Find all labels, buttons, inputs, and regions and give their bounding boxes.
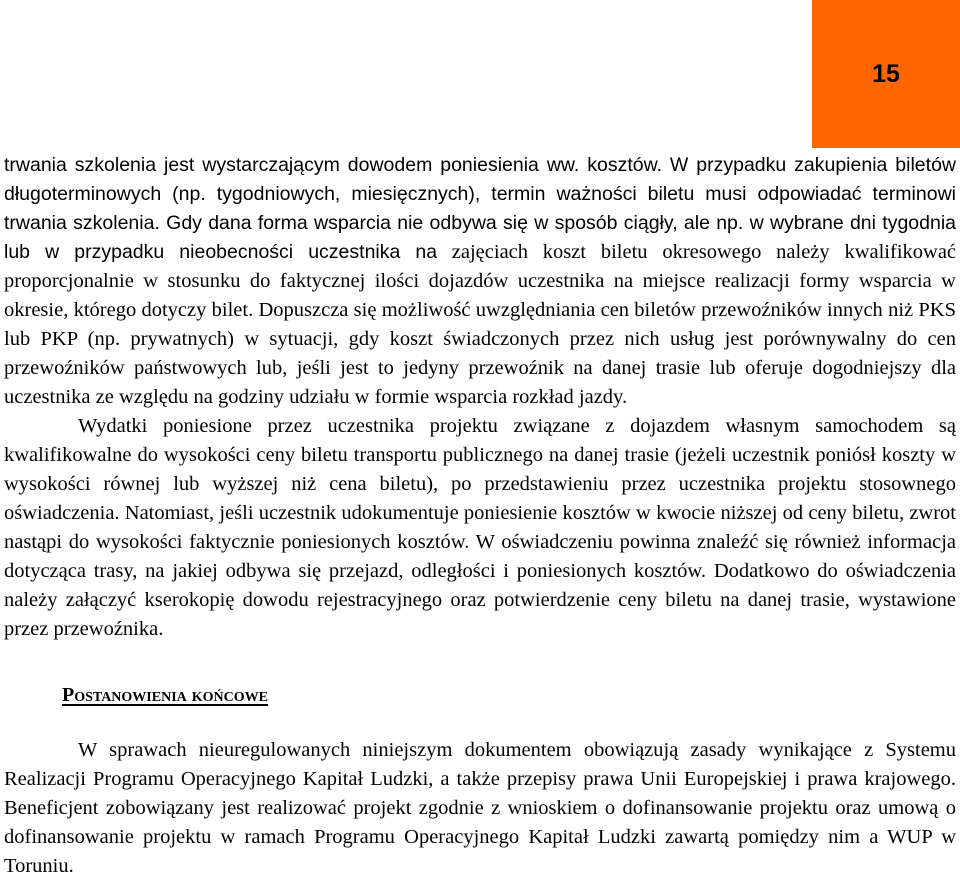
page-number: 15 <box>872 59 900 88</box>
paragraph-final-provisions: W sprawach nieuregulowanych niniejszym dokumentem obowiązują zasady wynikające z Systemu Realizacji Programu Operacyjnego Kapitał Ludzki, a także przepisy prawa Unii Europejskiej i prawa krajowego. Beneficjent zobowiązany jest realizować projekt zgodnie z wnioskiem o dofinansowanie projektu oraz umową o dofinansowanie projektu w ramach Programu Operacyjnego Kapitał Ludzki zawartą pomiędzy nim a WUP w Toruniu. <box>4 739 956 877</box>
page-number-tab <box>812 0 960 148</box>
paragraph-transport-costs-part1: trwania szkolenia jest wystarczającym dowodem poniesienia ww. kosztów. W przypadku zakupienia biletów długoterminowych (np. tygodniowych, miesięcznych), termin ważności biletu musi odpowiadać terminowi trwania szkolenia. Gdy dana forma wsparcia nie odbywa się w sposób ciągły, ale np. w wybrane dni tygodnia lub w przypadku nieobecności uczestnika na <box>4 154 956 263</box>
section-heading <box>4 644 956 736</box>
document-body <box>4 151 956 881</box>
paragraph-own-car-costs: Wydatki poniesione przez uczestnika projektu związane z dojazdem własnym samochodem są kwalifikowalne do wysokości ceny biletu transportu publicznego na danej trasie (jeżeli uczestnik poniósł koszty w wysokości równej lub wyższej niż cena biletu), po przedstawieniu przez uczestnika projektu stosownego oświadczenia. Natomiast, jeśli uczestnik udokumentuje poniesienie kosztów w kwocie niższej od ceny biletu, zwrot nastąpi do wysokości faktycznie poniesionych kosztów. W oświadczeniu powinna znaleźć się również informacja dotycząca trasy, na jakiej odbywa się przejazd, odległości i poniesionych kosztów. Dodatkowo do oświadczenia należy załączyć kserokopię dowodu rejestracyjnego oraz potwierdzenie ceny biletu na danej trasie, wystawione przez przewoźnika. <box>4 415 956 640</box>
section-heading-text: Postanowienia końcowe <box>62 684 268 706</box>
paragraph-transport-costs-part2: zajęciach koszt biletu okresowego należy kwalifikować proporcjonalnie w stosunku do faktycznej ilości dojazdów uczestnika na miejsce realizacji formy wsparcia w okresie, którego dotyczy bilet. Dopuszcza się możliwość uwzględniania cen biletów przewoźników innych niż PKS lub PKP (np. prywatnych) w sytuacji, gdy koszt świadczonych przez nich usług jest porównywalny do cen przewoźników państwowych lub, jeśli jest to jedyny przewoźnik na danej trasie lub oferuje dogodniejszy dla uczestnika ze względu na godziny udziału w formie wsparcia rozkład jazdy. <box>4 241 957 408</box>
paragraph-transport-costs <box>4 151 956 412</box>
